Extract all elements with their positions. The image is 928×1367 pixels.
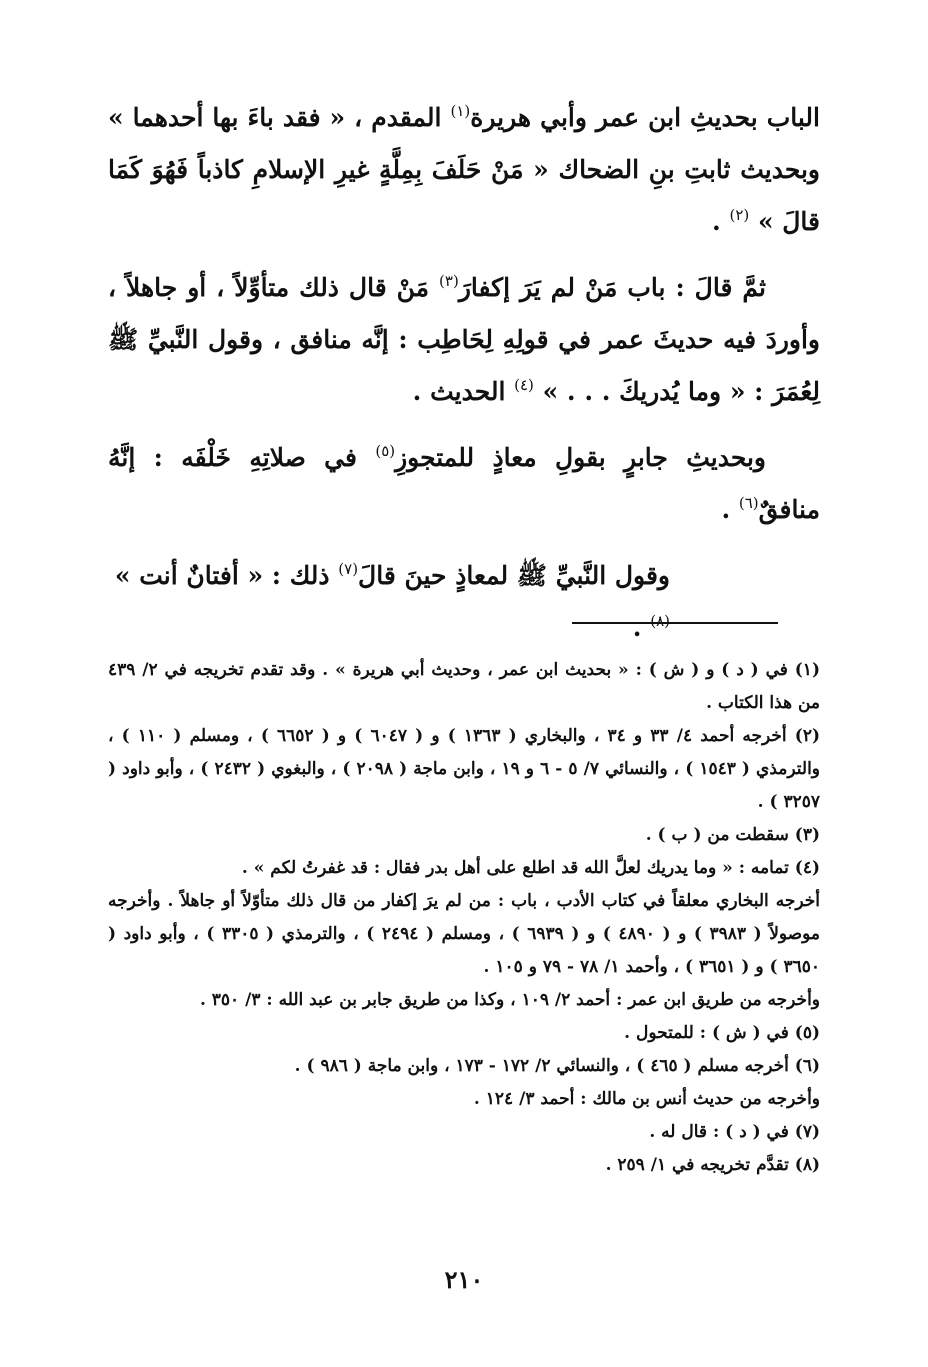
- footnote-6: (٦) أخرجه مسلم ( ٤٦٥ ) ، والنسائي ٢/ ١٧٢ - ١٧٣ ، وابن ماجة ( ٩٨٦ ) .: [294, 1056, 820, 1076]
- text-run: .: [632, 613, 651, 642]
- footnote-4-continuation-2: وأخرجه من طريق ابن عمر : أحمد ٢/ ١٠٩ ، وكذا من طريق جابر بن عبد الله : ٣/ ٣٥٠ .: [199, 990, 820, 1010]
- footnote-ref-1[interactable]: (١): [450, 102, 471, 120]
- text-run: في صلاتِهِ خَلْفَه : إنَّهُ منافقٌ: [108, 443, 820, 524]
- footnote-5: (٥) في ( ش ) : للمتحول .: [624, 1023, 820, 1043]
- footnote-ref-3[interactable]: (٣): [439, 272, 459, 290]
- footnote-4-continuation: أخرجه البخاري معلقاً في كتاب الأدب ، باب : من لم يرَ إكفار من قال ذلك متأوّلاً أو جاهلاً . وأخرجه موصولاً ( ٣٩٨٣ ) و ( ٤٨٩٠ ) و ( ٦٩٣٩ ) ، ومسلم ( ٢٤٩٤ ) ، والترمذي ( ٣٣٠٥ ) ، وأبو داود ( ٣٦٥٠ ) و ( ٣٦٥١ ) ، وأحمد ١/ ٧٨ - ٧٩ و ١٠٥ .: [108, 891, 820, 977]
- footnote-ref-4[interactable]: (٤): [514, 376, 534, 394]
- paragraph-3: [108, 432, 820, 536]
- text-run: ذلك : « أفتانٌ أنت »: [114, 561, 339, 590]
- text-run: المقدم ، « فقد باءَ بها أحدهما » وبحديث ثابتِ بنِ الضحاك « مَنْ حَلَفَ بِمِلَّةٍ غيرِ الإسلامِ كاذباً فَهُوَ كَمَا قالَ »: [108, 103, 820, 236]
- footnote-ref-7[interactable]: (٧): [338, 560, 359, 578]
- footnote-ref-5[interactable]: (٥): [375, 442, 396, 460]
- footnote-ref-2[interactable]: (٢): [729, 206, 750, 224]
- text-run: الحديث .: [412, 377, 515, 406]
- paragraph-4: [108, 550, 820, 654]
- footnote-separator: [572, 622, 778, 624]
- footnote-4: (٤) تمامه : « وما يدريك لعلَّ الله قد اطلع على أهل بدر فقال : قد غفرتُ لكم » .: [241, 858, 820, 878]
- page-number: ٢١٠: [444, 1265, 484, 1294]
- main-text: [108, 92, 820, 668]
- paragraph-2: [108, 262, 820, 418]
- footnote-3: (٣) سقطت من ( ب ) .: [645, 825, 820, 845]
- footnote-7: (٧) في ( د ) : قال له .: [649, 1122, 820, 1142]
- text-run: وبحديثِ جابرٍ بقولِ معاذٍ للمتجوزِ: [395, 443, 766, 472]
- text-run: الباب بحديثِ ابن عمر وأبي هريرة: [470, 103, 820, 132]
- footnotes: [108, 654, 820, 1182]
- footnote-ref-8[interactable]: (٨): [650, 612, 670, 630]
- footnote-ref-6[interactable]: (٦): [738, 494, 759, 512]
- text-run: وقول النَّبيِّ ﷺ لمعاذٍ حينَ قالَ: [358, 561, 670, 590]
- footnote-8: (٨) تقدَّم تخريجه في ١/ ٢٥٩ .: [605, 1155, 820, 1175]
- footnote-6-continuation: وأخرجه من حديث أنس بن مالك : أحمد ٣/ ١٢٤ .: [473, 1089, 820, 1109]
- footnote-2: (٢) أخرجه أحمد ٤/ ٣٣ و ٣٤ ، والبخاري ( ١٣٦٣ ) و ( ٦٠٤٧ ) و ( ٦٦٥٢ ) ، ومسلم ( ١١٠ ) ، والترمذي ( ١٥٤٣ ) ، والنسائي ٧/ ٥ - ٦ و ١٩ ، وابن ماجة ( ٢٠٩٨ ) ، والبغوي ( ٢٤٣٢ ) ، وأبو داود ( ٣٢٥٧ ) .: [108, 726, 821, 812]
- footnote-1: (١) في ( د ) و ( ش ) : « بحديث ابن عمر ، وحديث أبي هريرة » . وقد تقدم تخريجه في ٢/ ٤٣٩ من هذا الكتاب .: [108, 660, 820, 713]
- text-run: .: [721, 495, 739, 524]
- text-run: مَنْ قال ذلك متأوِّلاً ، أو جاهلاً ، وأوردَ فيه حديثَ عمر في قولِهِ لِحَاطِب : إنَّه منافق ، وقول النَّبيِّ ﷺ لِعُمَرَ : « وما يُدريكَ . . . »: [108, 273, 820, 406]
- text-run: ثمَّ قالَ : باب مَنْ لم يَرَ إكفارَ: [458, 273, 766, 302]
- paragraph-1: [108, 92, 820, 248]
- text-run: .: [712, 207, 730, 236]
